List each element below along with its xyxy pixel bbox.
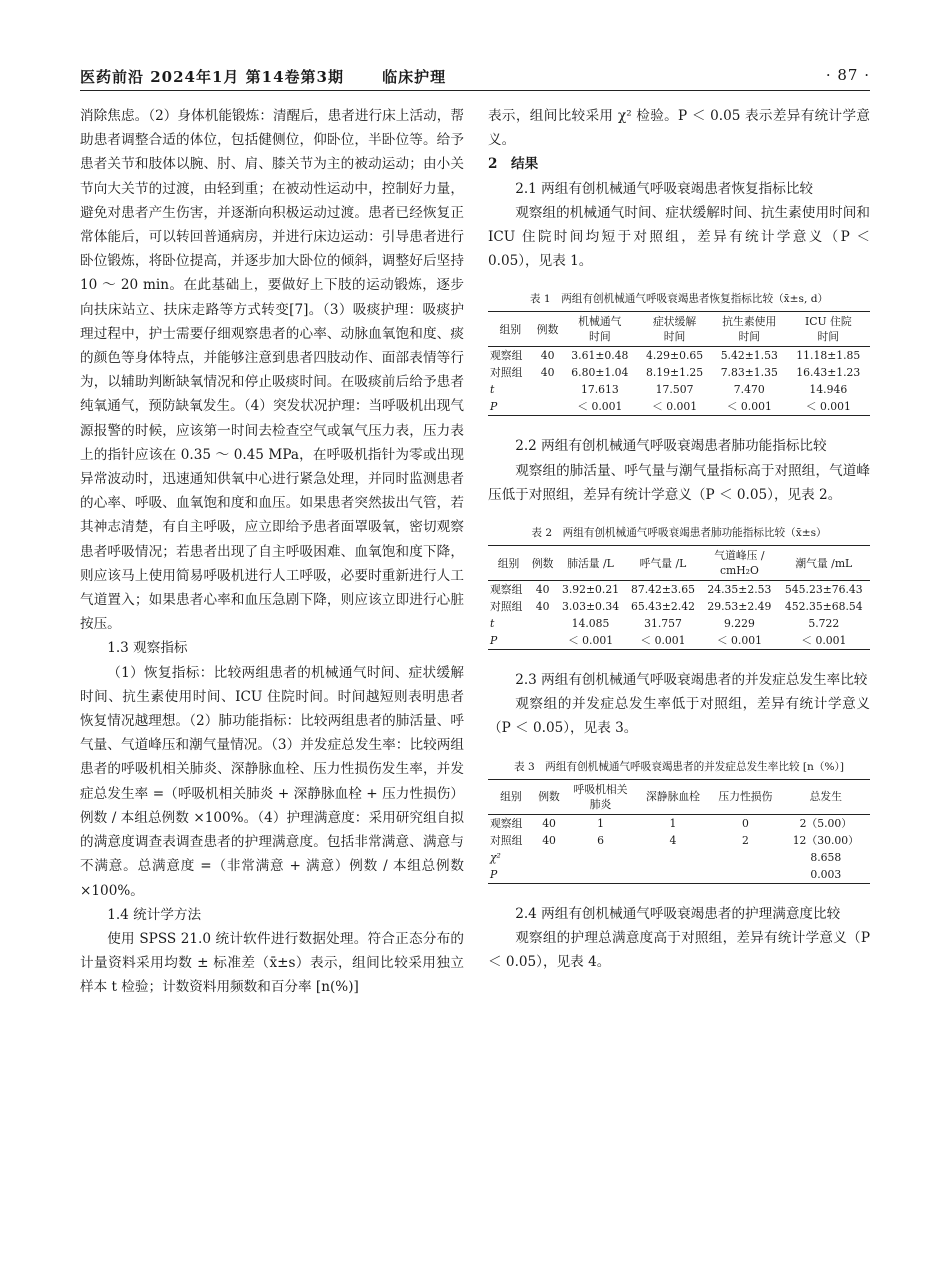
table-row: [488, 364, 870, 381]
table-header: 总发生: [782, 779, 870, 814]
section-heading-2-2: 2.2 两组有创机械通气呼吸衰竭患者肺功能指标比较: [515, 438, 827, 455]
page-number: · 87 ·: [825, 66, 870, 84]
table-cell: 5.722: [808, 617, 840, 631]
section-heading-2-4: 2.4 两组有创机械通气呼吸衰竭患者的护理满意度比较: [515, 905, 841, 922]
table-row: [488, 814, 870, 832]
table-header: 例数: [534, 779, 565, 814]
table-cell: 40: [535, 583, 550, 597]
table-cell: 40: [540, 366, 555, 380]
table-header: 机械通气 时间: [563, 312, 638, 347]
table-cell: ＜ 0.001: [701, 632, 777, 650]
journal-info: 医药前沿 2024年1月 第14卷第3期 临床护理: [80, 68, 447, 86]
table-cell: [534, 866, 565, 884]
table-cell: 16.43±1.23: [796, 366, 861, 380]
table-cell: 对照组: [490, 833, 523, 847]
table-cell: 对照组: [490, 366, 523, 380]
table-header: 气道峰压 / cmH₂O: [701, 546, 777, 581]
table-cell: 0: [741, 816, 749, 830]
table-cell: [637, 866, 709, 884]
table3: [488, 779, 870, 884]
table-header: 例数: [533, 312, 563, 347]
table-cell: 观察组: [490, 349, 523, 363]
paragraph: 观察组的机械通气时间、症状缓解时间、抗生素使用时间和 ICU 住院时间均短于对照组，差异有统计学意义（P ＜ 0.05），见表 1。: [488, 204, 870, 270]
table-cell: [709, 849, 781, 866]
right-column: [488, 104, 870, 974]
table-header: 压力性损伤: [709, 779, 781, 814]
table-cell: [564, 866, 636, 884]
table-cell: 29.53±2.49: [707, 600, 772, 614]
table-cell: 4: [669, 833, 677, 847]
table-cell: 7.470: [733, 383, 765, 397]
table-row: [488, 598, 870, 615]
table-row: [488, 866, 870, 884]
section-heading-2-3: 2.3 两组有创机械通气呼吸衰竭患者的并发症总发生率比较: [515, 672, 868, 689]
table-cell: 17.613: [580, 383, 619, 397]
table-cell: 2: [741, 833, 749, 847]
table-cell: [533, 398, 563, 416]
table-cell: [637, 849, 709, 866]
table-cell: 12（30.00）: [792, 833, 859, 847]
table-cell: 40: [542, 816, 556, 830]
table-cell: [529, 632, 556, 650]
table-cell: 11.18±1.85: [796, 349, 861, 363]
table-cell: P: [488, 866, 534, 884]
section-heading-1-3: 1.3 观察指标: [107, 640, 188, 657]
table-cell: 3.92±0.21: [561, 583, 620, 597]
table-header: 例数: [529, 546, 556, 581]
table-cell: t: [490, 617, 495, 631]
section-heading-2: 2 结果: [488, 156, 539, 173]
table-cell: [534, 849, 565, 866]
table-cell: ＜ 0.001: [712, 398, 787, 416]
table-header: 呼吸机相关 肺炎: [564, 779, 636, 814]
table-cell: 0.003: [782, 866, 870, 884]
table-header: 潮气量 /mL: [778, 546, 870, 581]
table-cell: ＜ 0.001: [563, 398, 638, 416]
header-rule: [80, 90, 870, 91]
section-heading-1-4: 1.4 统计学方法: [107, 906, 202, 923]
table-cell: 1: [597, 816, 604, 830]
table-cell: 65.43±2.42: [630, 600, 695, 614]
table-row: [488, 849, 870, 866]
table1-caption: 表 1 两组有创机械通气呼吸衰竭患者恢复指标比较（x̄±s, d）: [529, 293, 829, 306]
table-cell: P: [488, 398, 533, 416]
paragraph: 观察组的并发症总发生率低于对照组，差异有统计学意义（P ＜ 0.05），见表 3。: [488, 696, 870, 737]
table3-caption: 表 3 两组有创机械通气呼吸衰竭患者的并发症总发生率比较 [n（%）]: [514, 760, 844, 773]
table-header: 肺活量 /L: [556, 546, 624, 581]
table-header: 呼气量 /L: [625, 546, 701, 581]
table-cell: ＜ 0.001: [625, 632, 701, 650]
table-cell: 观察组: [490, 583, 523, 597]
paragraph: 使用 SPSS 21.0 统计软件进行数据处理。符合正态分布的计量资料采用均数 ± 标准差（x̄±s）表示，组间比较采用独立样本 t 检验；计数资料用频数和百分率 [n(%)]: [80, 930, 464, 996]
table-cell: 6.80±1.04: [571, 366, 629, 380]
left-column: [80, 104, 464, 1000]
table-cell: χ²: [490, 850, 501, 864]
table-cell: ＜ 0.001: [787, 398, 870, 416]
table-header: 症状缓解 时间: [637, 312, 712, 347]
table-row: [488, 615, 870, 632]
table-cell: 8.19±1.25: [645, 366, 704, 380]
table-cell: 40: [535, 600, 550, 614]
table-cell: 5.42±1.53: [720, 349, 778, 363]
table-cell: 8.658: [810, 850, 842, 864]
table-cell: ＜ 0.001: [778, 632, 870, 650]
table-cell: [564, 849, 636, 866]
table-cell: 4.29±0.65: [645, 349, 704, 363]
table-header: 抗生素使用 时间: [712, 312, 787, 347]
table2-caption: 表 2 两组有创机械通气呼吸衰竭患者肺功能指标比较（x̄±s）: [531, 527, 827, 540]
table-row: [488, 381, 870, 398]
table-header: 组别: [488, 779, 534, 814]
table-cell: 14.946: [809, 383, 848, 397]
table-row: [488, 581, 870, 599]
table-cell: 545.23±76.43: [784, 583, 863, 597]
table-cell: ＜ 0.001: [637, 398, 712, 416]
table-cell: 87.42±3.65: [630, 583, 695, 597]
table-cell: 6: [597, 833, 604, 847]
table-cell: P: [488, 632, 529, 650]
table-cell: 对照组: [490, 600, 523, 614]
table-cell: [709, 866, 781, 884]
table-cell: 2（5.00）: [799, 816, 853, 830]
table-row: [488, 832, 870, 849]
table-cell: 7.83±1.35: [720, 366, 778, 380]
paragraph: 表示，组间比较采用 χ² 检验。P ＜ 0.05 表示差异有统计学意义。: [488, 108, 870, 149]
table-header: 组别: [488, 546, 529, 581]
table1: [488, 311, 870, 416]
table-cell: ＜ 0.001: [556, 632, 624, 650]
table-header: 组别: [488, 312, 533, 347]
table-cell: 9.229: [723, 617, 755, 631]
table-cell: 3.61±0.48: [571, 349, 629, 363]
table-header: ICU 住院 时间: [787, 312, 870, 347]
table-cell: t: [490, 383, 495, 397]
table-cell: 24.35±2.53: [707, 583, 772, 597]
table-cell: 40: [540, 349, 555, 363]
table-cell: 观察组: [490, 816, 523, 830]
table-cell: 1: [669, 816, 677, 830]
paragraph: （1）恢复指标：比较两组患者的机械通气时间、症状缓解时间、抗生素使用时间、ICU 住院时间。时间越短则表明患者恢复情况越理想。（2）肺功能指标：比较两组患者的肺活量、呼气量、气道峰压和潮气量情况。（3）并发症总发生率：比较两组患者的呼吸机相关肺炎、深静脉血栓、压力性损伤发生率，并发症总发生率 =（呼吸机相关肺炎 + 深静脉血栓 + 压力性损伤）例数 / 本组总例数 ×100%。（4）护理满意度：采用研究组自拟的满意度调查表调查患者的护理满意度。包括非常满意、满意与不满意。总满意度 =（非常满意 + 满意）例数 / 本组总例数 ×100%。: [80, 664, 464, 899]
table-row: [488, 347, 870, 365]
table-cell: 17.507: [655, 383, 694, 397]
paragraph: 观察组的护理总满意度高于对照组，差异有统计学意义（P ＜ 0.05），见表 4。: [488, 929, 870, 971]
table2: [488, 545, 870, 650]
table-cell: 452.35±68.54: [784, 600, 863, 614]
section-heading-2-1: 2.1 两组有创机械通气呼吸衰竭患者恢复指标比较: [515, 180, 814, 197]
paragraph: 观察组的肺活量、呼气量与潮气量指标高于对照组，气道峰压低于对照组，差异有统计学意义（P ＜ 0.05），见表 2。: [488, 462, 870, 503]
table-cell: 40: [542, 833, 556, 847]
table-cell: [533, 381, 563, 398]
table-cell: 14.085: [571, 617, 610, 631]
table-cell: 31.757: [644, 617, 682, 631]
table-cell: 3.03±0.34: [561, 600, 620, 614]
table-row: [488, 398, 870, 416]
running-header: [80, 60, 870, 90]
table-cell: [529, 615, 556, 632]
paragraph: 消除焦虑。（2）身体机能锻炼：清醒后，患者进行床上活动，帮助患者调整合适的体位，包括健侧位，仰卧位，半卧位等。给予患者关节和肢体以腕、肘、肩、膝关节为主的被动运动；由小关节向大关节的过渡，由轻到重；在被动性运动中，控制好力量，避免对患者产生伤害，并逐渐向积极运动过渡。患者已经恢复正常体能后，可以转回普通病房，并进行床边运动：引导患者进行卧位锻炼，将卧位提高，并逐步加大卧位的倾斜，调整好后坚持 10 ～ 20 min。在此基础上，要做好上下肢的运动锻炼，逐步向扶床站立、扶床走路等方式转变[7]。（3）吸痰护理：吸痰护理过程中，护士需要仔细观察患者的心率、动脉血氧饱和度、痰的颜色等身体特点，并能够注意到患者四肢动作、面部表情等行为，以辅助判断缺氧情况和停止吸痰时间。在吸痰前后给予患者纯氧通气，预防缺氧发生。（4）突发状况护理：当呼吸机出现气源报警的时候，应该第一时间去检查空气或氧气压力表，压力表上的指针应该在 0.35 ～ 0.45 MPa，在呼吸机指针为零或出现异常波动时，迅速通知供氧中心进行紧急处理，并同时监测患者的心率、呼吸、血氧饱和度和血压。如果患者突然拔出气管，若其神志清楚，有自主呼吸，应立即给予患者面罩吸氧，密切观察患者呼吸情况；若患者出现了自主呼吸困难、血氧饱和度下降，则应该马上使用简易呼吸机进行人工呼吸，必要时重新进行人工气道置入；如果患者心率和血压急剧下降，则应该立即进行心脏按压。: [80, 108, 464, 633]
table-row: [488, 632, 870, 650]
table-header: 深静脉血栓: [637, 779, 709, 814]
